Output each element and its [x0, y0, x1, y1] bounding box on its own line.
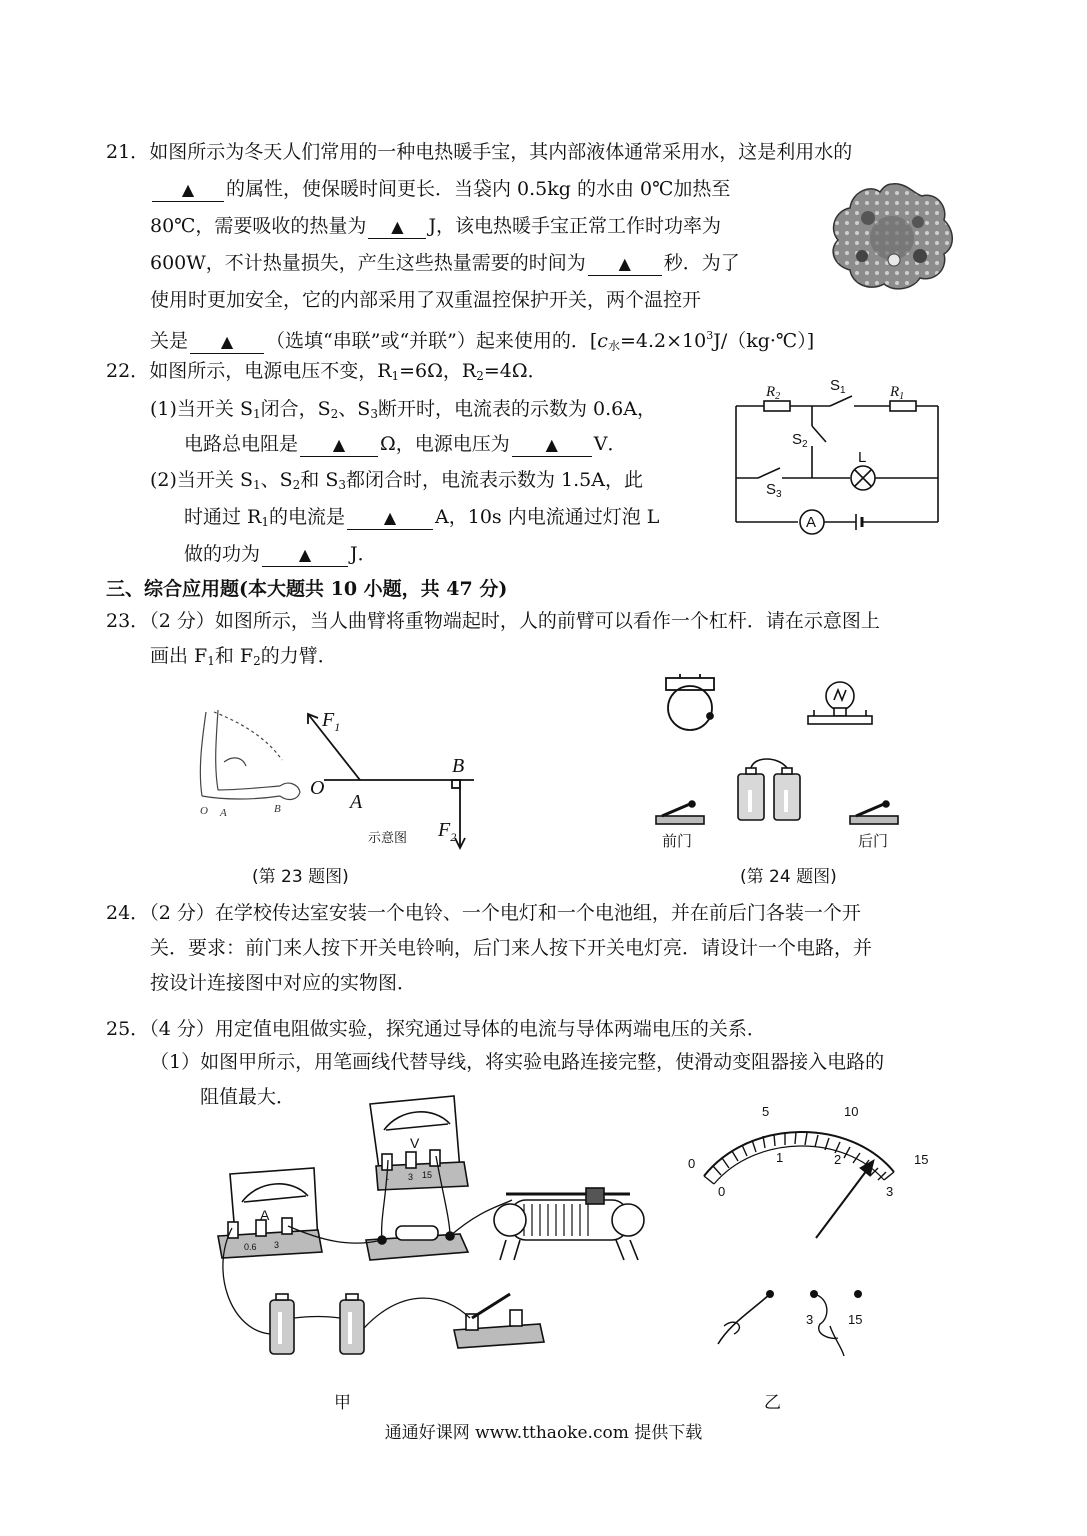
svg-text:B: B: [452, 755, 465, 777]
svg-text:A: A: [350, 791, 363, 813]
svg-text:1: 1: [776, 1150, 784, 1165]
svg-text:S1: $S_1$: [830, 377, 846, 396]
q22-line-1: 22．如图所示，电源电压不变，$R_1=6\Omega$，$R_2=4\Omega$．: [106, 360, 547, 383]
svg-text:B: B: [274, 803, 281, 815]
q21-blank-2[interactable]: ▲: [368, 215, 426, 239]
svg-text:15: 15: [848, 1312, 863, 1327]
front-door-switch-icon: [656, 801, 704, 824]
q21-number: 21．: [106, 141, 150, 163]
svg-text:0: 0: [718, 1184, 726, 1199]
q22-blank-3[interactable]: ▲: [347, 506, 433, 530]
svg-text:2: 2: [834, 1152, 842, 1167]
q25-line-2: （1）如图甲所示，用笔画线代替导线，将实验电路连接完整，使滑动变阻器接入电路的: [150, 1051, 885, 1073]
q21-line-3: 80℃，需要吸收的热量为 ▲ J，该电热暖手宝正常工作时功率为: [150, 215, 722, 237]
q25-meter-dial-figure: [680, 1098, 930, 1358]
svg-text:15: 15: [422, 1170, 433, 1180]
q22-part2-line-3: 做的功为 ▲ J．: [184, 543, 377, 565]
back-door-switch-icon: [850, 801, 898, 824]
q21-blank-4[interactable]: ▲: [190, 330, 264, 354]
svg-text:5: 5: [762, 1104, 770, 1119]
q24-components-figure: [650, 670, 910, 860]
q22-part2-line-1: (2)当开关 $S_1$、$S_2$和 $S_3$都闭合时，电流表示数为 1.5A，此: [150, 469, 643, 492]
svg-text:S2: $S_2$: [792, 431, 808, 450]
electric-bell-icon: [666, 674, 714, 730]
svg-text:-: -: [386, 1174, 389, 1184]
svg-text:0.6: 0.6: [244, 1242, 257, 1252]
q21-line-5: 使用时更加安全，它的内部采用了双重温控保护开关，两个温控开: [150, 289, 702, 311]
q22-part1-line-1: (1)当开关 $S_1$闭合，$S_2$、$S_3$断开时，电流表的示数为 0.6A，: [150, 398, 656, 421]
q23-caption: (第 23 题图): [252, 867, 349, 887]
svg-text:A: A: [220, 807, 227, 819]
rheostat-icon: [494, 1188, 644, 1260]
q21-line-4: 600W，不计热量损失，产生这些热量需要的时间为 ▲ 秒．为了: [150, 252, 740, 274]
q21-blank-1[interactable]: ▲: [152, 178, 224, 202]
q25-caption-jia: 甲: [334, 1393, 351, 1413]
q25-line-1: 25．（4 分）用定值电阻做实验，探究通过导体的电流与导体两端电压的关系．: [106, 1018, 766, 1040]
light-bulb-icon: [808, 682, 872, 724]
svg-text:O: O: [200, 805, 208, 817]
q25-circuit-apparatus-figure: [210, 1090, 650, 1370]
svg-text:后门: 后门: [858, 833, 889, 850]
svg-text:O: O: [310, 777, 325, 799]
q22-circuit-diagram: [730, 376, 945, 531]
svg-text:3: 3: [886, 1184, 894, 1199]
svg-text:S3: $S_3$: [766, 481, 782, 500]
hand-warmer-image: [822, 178, 962, 294]
svg-text:A: A: [260, 1207, 270, 1223]
svg-text:L: L: [858, 449, 867, 466]
q22-blank-2[interactable]: ▲: [512, 433, 592, 457]
q23-line-2: 画出 $F_1$和 $F_2$的力臂．: [150, 645, 337, 668]
q21-line-2: ▲ 的属性，使保暖时间更长．当袋内 0.5kg 的水由 0℃加热至: [150, 176, 730, 202]
q23-lever-figure: [184, 700, 484, 860]
q22-part2-line-2: 时通过 $R_1$的电流是 ▲ A，10s 内电流通过灯泡 L: [184, 506, 660, 529]
q23-line-1: 23．（2 分）如图所示，当人曲臂将重物端起时，人的前臂可以看作一个杠杆．请在示意图上: [106, 610, 880, 632]
q22-blank-1[interactable]: ▲: [300, 433, 378, 457]
svg-text:3: 3: [806, 1312, 814, 1327]
svg-text:F2: $F_2$: [438, 819, 457, 844]
svg-text:15: 15: [914, 1152, 929, 1167]
page-footer: 通通好课网 www.tthaoke.com 提供下载: [384, 1423, 703, 1443]
knife-switch-icon: [454, 1294, 544, 1348]
q21-line-1: [106, 139, 852, 165]
svg-text:0: 0: [688, 1156, 696, 1171]
ammeter-icon: [218, 1168, 322, 1258]
svg-text:R2: $R_2$: [766, 384, 781, 402]
q21-line-6: 关是 ▲ （选填“串联”或“并联”）起来使用的．$[c_水=4.2\times 10^3J/(kg\cdot℃)]$: [150, 329, 815, 353]
q24-line-2: 关．要求：前门来人按下开关电铃响，后门来人按下开关电灯亮．请设计一个电路，并: [150, 937, 873, 959]
q22-blank-4[interactable]: ▲: [262, 543, 348, 567]
q21-blank-3[interactable]: ▲: [588, 252, 662, 276]
svg-text:示意图: 示意图: [368, 830, 408, 845]
q21-text: 如图所示为冬天人们常用的一种电热暖手宝，其内部液体通常采用水，这是利用水的: [149, 141, 853, 163]
q24-caption: (第 24 题图): [740, 867, 837, 887]
q24-line-1: 24．（2 分）在学校传达室安装一个电铃、一个电灯和一个电池组，并在前后门各装一个开: [106, 902, 861, 924]
q25-caption-yi: 乙: [764, 1393, 781, 1413]
svg-text:R1: $R_1$: [890, 384, 905, 402]
section-3-heading: 三、综合应用题(本大题共 10 小题，共 47 分): [106, 578, 508, 600]
q22-part1-line-2: 电路总电阻是 ▲ Ω，电源电压为 ▲ V．: [184, 433, 627, 455]
battery-icon: [270, 1294, 364, 1354]
svg-text:F1: $F_1$: [322, 709, 341, 734]
battery-pack-icon: [738, 759, 800, 820]
svg-text:前门: 前门: [662, 833, 693, 850]
q25-line-3: 阻值最大．: [200, 1086, 296, 1108]
svg-text:3: 3: [408, 1172, 414, 1182]
svg-text:A: A: [806, 514, 817, 531]
svg-text:10: 10: [844, 1104, 859, 1119]
svg-text:3: 3: [274, 1240, 280, 1250]
q24-line-3: 按设计连接图中对应的实物图．: [150, 972, 417, 994]
svg-text:V: V: [410, 1135, 420, 1151]
